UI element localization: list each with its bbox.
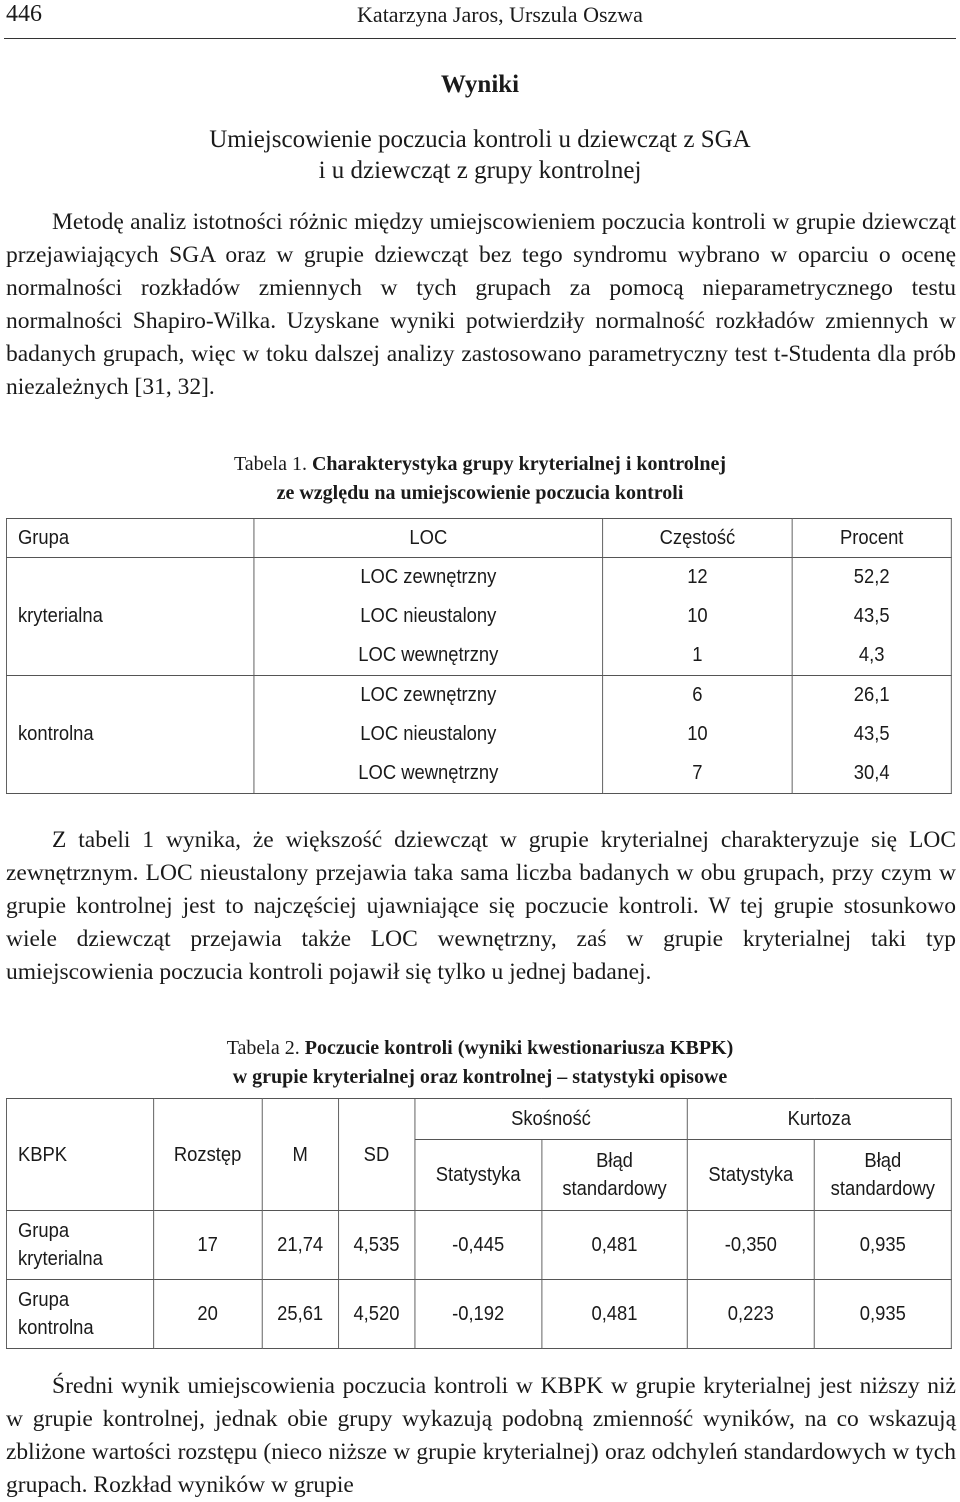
table2-header-skewness: Skośność <box>415 1099 688 1140</box>
table1-group-cell: kontrolna <box>6 676 253 794</box>
table2-header-row-1 <box>6 1099 951 1140</box>
table2-header-skew-err-line1: Błąd <box>596 1150 633 1172</box>
subsection-heading-line2: i u dziewcząt z grupy kontrolnej <box>318 157 642 184</box>
table2-cell-group-line2: kryterialna <box>17 1248 103 1270</box>
table2-cell-group <box>6 1280 153 1349</box>
table2-header-kurtosis: Kurtoza <box>687 1099 951 1140</box>
table2 <box>6 1098 952 1349</box>
table2-cell-skew-stat: -0,445 <box>415 1211 542 1280</box>
table1-cell-freq: 12 <box>603 558 792 598</box>
table2-header-kurt-stat: Statystyka <box>687 1140 814 1211</box>
running-header <box>4 0 956 39</box>
table2-cell-group-line2: kontrolna <box>17 1317 94 1339</box>
table2-cell-mean: 21,74 <box>262 1211 338 1280</box>
paragraph-table2-discussion: Średni wynik umiejscowienia poczucia kontroli w KBPK w grupie kryterialnej jest niższy niż w grupie kontrolnej, jednak obie grupy wykazują podobną zmienność wyników, na co wskazują zbliżone wartości rozstępu (nieco niższe w grupie kryterialnej) oraz odchyleń standardowych w tych grupach. Rozkład wyników w grupie <box>6 1373 956 1498</box>
table2-header-sd: SD <box>338 1099 414 1211</box>
table2-cell-skew-err: 0,481 <box>542 1211 688 1280</box>
table2-cell-skew-err: 0,481 <box>542 1280 688 1349</box>
paragraph-table1-discussion: Z tabeli 1 wynika, że większość dziewcząt w grupie kryterialnej charakteryzuje się LOC zewnętrznym. LOC nieustalony przejawia taka sama liczba badanych w obu grupach, przy czym w grupie kontrolnej jest to najczęściej ujawniające się poczucie kontroli. W tej grupie stosunkowo wiele dziewcząt przejawia także LOC wewnętrzny, zaś w grupie kryterialnej taki typ umiejscowienia poczucia kontroli pojawił się tylko u jednej badanej. <box>6 827 956 985</box>
table1-cell-freq: 10 <box>603 597 792 636</box>
table1-label: Tabela 1. <box>233 453 307 475</box>
table-row <box>6 676 951 716</box>
table2-cell-range: 17 <box>153 1211 262 1280</box>
section-heading: Wyniki <box>440 71 520 98</box>
table2-title-line1: Poczucie kontroli (wyniki kwestionariusza KBPK) <box>304 1037 734 1059</box>
table1-header-loc: LOC <box>254 519 603 558</box>
table1 <box>6 518 952 794</box>
table2-header-skew-stat: Statystyka <box>415 1140 542 1211</box>
table1-cell-loc: LOC zewnętrzny <box>254 676 603 716</box>
table2-header-kbpk: KBPK <box>6 1099 153 1211</box>
table2-header-range: Rozstęp <box>153 1099 262 1211</box>
table1-cell-pct: 43,5 <box>792 597 951 636</box>
table2-header-kurt-err <box>814 1140 951 1211</box>
table1-cell-pct: 4,3 <box>792 636 951 676</box>
table1-cell-loc: LOC nieustalony <box>254 597 603 636</box>
table2-cell-group-line1: Grupa <box>17 1220 70 1242</box>
table1-header-pct: Procent <box>792 519 951 558</box>
table2-cell-kurt-err: 0,935 <box>814 1211 951 1280</box>
table-row <box>6 1211 951 1280</box>
table1-cell-loc: LOC nieustalony <box>254 715 603 754</box>
table2-title-line2: w grupie kryterialnej oraz kontrolnej – statystyki opisowe <box>232 1066 728 1088</box>
table2-cell-group-line1: Grupa <box>17 1289 70 1311</box>
table1-cell-freq: 10 <box>603 715 792 754</box>
table2-caption <box>0 1034 960 1092</box>
table2-cell-skew-stat: -0,192 <box>415 1280 542 1349</box>
table-row <box>6 558 951 598</box>
table1-cell-loc: LOC wewnętrzny <box>254 636 603 676</box>
table1-header-group: Grupa <box>6 519 253 558</box>
table2-header-skew-err <box>542 1140 688 1211</box>
table1-title-line2: ze względu na umiejscowienie poczucia kontroli <box>276 482 684 504</box>
table1-cell-loc: LOC wewnętrzny <box>254 754 603 794</box>
table1-cell-pct: 30,4 <box>792 754 951 794</box>
table1-cell-loc: LOC zewnętrzny <box>254 558 603 598</box>
table1-caption <box>0 450 960 508</box>
table1-header-row <box>6 519 951 558</box>
table2-cell-kurt-stat: -0,350 <box>687 1211 814 1280</box>
table2-header-skew-err-line2: standardowy <box>562 1178 667 1200</box>
table1-cell-freq: 7 <box>603 754 792 794</box>
table2-cell-range: 20 <box>153 1280 262 1349</box>
page-number: 446 <box>6 1 42 27</box>
subsection-heading <box>0 124 960 186</box>
table2-header-kurt-err-line1: Błąd <box>864 1150 902 1172</box>
table2-header-mean: M <box>262 1099 338 1211</box>
table2-label: Tabela 2. <box>226 1037 300 1059</box>
table1-cell-freq: 6 <box>603 676 792 716</box>
table1-header-freq: Częstość <box>603 519 792 558</box>
table2-cell-kurt-stat: 0,223 <box>687 1280 814 1349</box>
paragraph-methods: Metodę analiz istotności różnic między umiejscowieniem poczucia kontroli w grupie dziewcząt przejawiających SGA oraz w grupie dziewcząt bez tego syndromu wybrano w oparciu o ocenę normalności rozkładów zmiennych w tych grupach za pomocą nieparametrycznego testu normalności Shapiro-Wilka. Uzyskane wyniki potwierdziły normalność rozkładów zmiennych w badanych grupach, więc w toku dalszej analizy zastosowano parametryczny test t-Studenta dla prób niezależnych [31, 32]. <box>6 209 956 400</box>
subsection-heading-line1: Umiejscowienie poczucia kontroli u dziewcząt z SGA <box>209 126 751 153</box>
table1-cell-pct: 52,2 <box>792 558 951 598</box>
table2-header-kurt-err-line2: standardowy <box>830 1178 935 1200</box>
table1-cell-pct: 43,5 <box>792 715 951 754</box>
table1-cell-pct: 26,1 <box>792 676 951 716</box>
table2-cell-kurt-err: 0,935 <box>814 1280 951 1349</box>
table2-cell-sd: 4,520 <box>338 1280 414 1349</box>
table2-cell-group <box>6 1211 153 1280</box>
table2-cell-sd: 4,535 <box>338 1211 414 1280</box>
table2-cell-mean: 25,61 <box>262 1280 338 1349</box>
running-title: Katarzyna Jaros, Urszula Oszwa <box>357 2 643 27</box>
table1-cell-freq: 1 <box>603 636 792 676</box>
table1-title-line1: Charakterystyka grupy kryterialnej i kontrolnej <box>311 453 727 475</box>
table1-group-cell: kryterialna <box>6 558 253 676</box>
table-row <box>6 1280 951 1349</box>
